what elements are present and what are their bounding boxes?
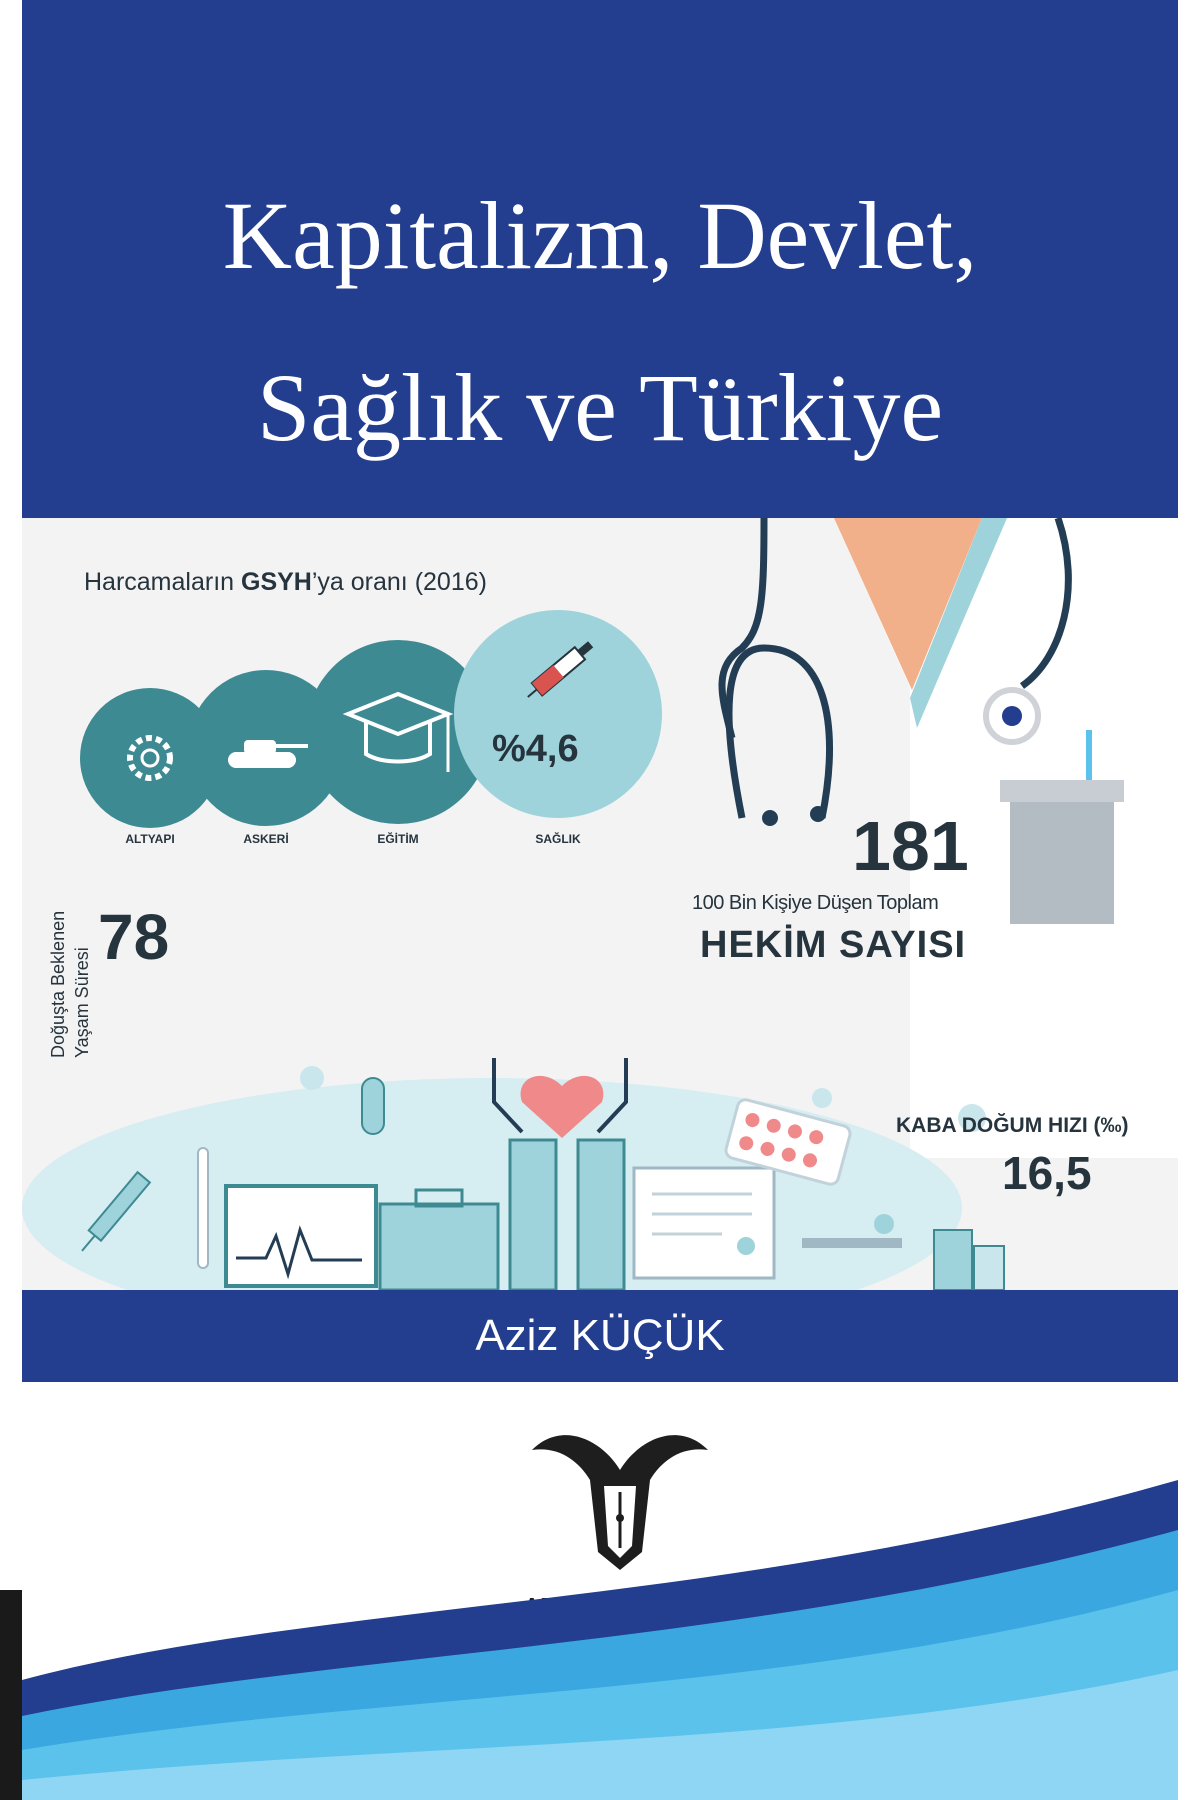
arm-left bbox=[510, 1140, 556, 1290]
birth-rate-value: 16,5 bbox=[1002, 1147, 1092, 1199]
pen-cup bbox=[1010, 802, 1114, 924]
stethoscope-earpiece bbox=[762, 810, 778, 826]
book-spine-dark-edge bbox=[0, 1590, 22, 1800]
stethoscope-earpiece bbox=[810, 806, 826, 822]
category-label-health: SAĞLIK bbox=[535, 832, 581, 846]
book-title bbox=[22, 150, 1178, 494]
author-bar bbox=[22, 1290, 1178, 1382]
birth-rate-label: KABA DOĞUM HIZI (‰) bbox=[896, 1114, 1129, 1137]
infographic-panel bbox=[22, 518, 1178, 1290]
stethoscope-chestpiece-center bbox=[1002, 706, 1022, 726]
medicine-bottle bbox=[974, 1246, 1004, 1290]
stethoscope-chest-tube bbox=[1022, 518, 1068, 686]
document-stamp bbox=[737, 1237, 755, 1255]
pen bbox=[1086, 730, 1092, 780]
gsyh-heading-prefix: Harcamaların bbox=[84, 568, 241, 596]
title-block bbox=[22, 0, 1178, 518]
life-expectancy-value: 78 bbox=[98, 901, 170, 973]
book-cover bbox=[22, 0, 1178, 1800]
tank-turret bbox=[244, 740, 276, 754]
capsule-icon bbox=[362, 1078, 384, 1134]
arm-right bbox=[578, 1140, 624, 1290]
doctor-count-title: HEKİM SAYISI bbox=[700, 924, 967, 966]
book-spine-edge bbox=[0, 0, 22, 1800]
thermometer-icon bbox=[198, 1148, 208, 1268]
bottom-waves bbox=[22, 1480, 1178, 1800]
gsyh-heading-bold: GSYH bbox=[241, 568, 312, 596]
prescription-document bbox=[634, 1168, 774, 1278]
medicine-bottle bbox=[934, 1230, 972, 1290]
tank-barrel bbox=[274, 744, 308, 748]
gsyh-heading bbox=[84, 568, 487, 597]
health-spending-share: %4,6 bbox=[492, 728, 579, 770]
medical-bag bbox=[380, 1204, 498, 1290]
life-expectancy-label bbox=[46, 818, 94, 1058]
category-label-infrastructure: ALTYAPI bbox=[125, 832, 175, 846]
doctor-count-caption: 100 Bin Kişiye Düşen Toplam bbox=[692, 892, 939, 914]
bubble bbox=[300, 1066, 324, 1090]
author-name: Aziz KÜÇÜK bbox=[475, 1311, 725, 1360]
title-line-2: Sağlık ve Türkiye bbox=[256, 354, 944, 461]
health-circle bbox=[454, 610, 662, 818]
microscope-knob bbox=[874, 1214, 894, 1234]
life-expectancy-label-line-1: Doğuşta Beklenen bbox=[48, 910, 68, 1058]
pen-cup-rim bbox=[1000, 780, 1124, 802]
bubble bbox=[812, 1088, 832, 1108]
doctor-count: 181 bbox=[852, 807, 969, 885]
category-label-education: EĞİTİM bbox=[377, 832, 419, 846]
gsyh-heading-suffix: ’ya oranı (2016) bbox=[311, 568, 487, 596]
tank-icon bbox=[228, 752, 296, 768]
life-expectancy-label-line-2: Yaşam Süresi bbox=[72, 947, 92, 1058]
stethoscope-tube-right bbox=[764, 648, 830, 818]
category-label-military: ASKERİ bbox=[243, 832, 289, 846]
microscope-base bbox=[802, 1238, 902, 1248]
title-line-1: Kapitalizm, Devlet, bbox=[222, 182, 978, 289]
